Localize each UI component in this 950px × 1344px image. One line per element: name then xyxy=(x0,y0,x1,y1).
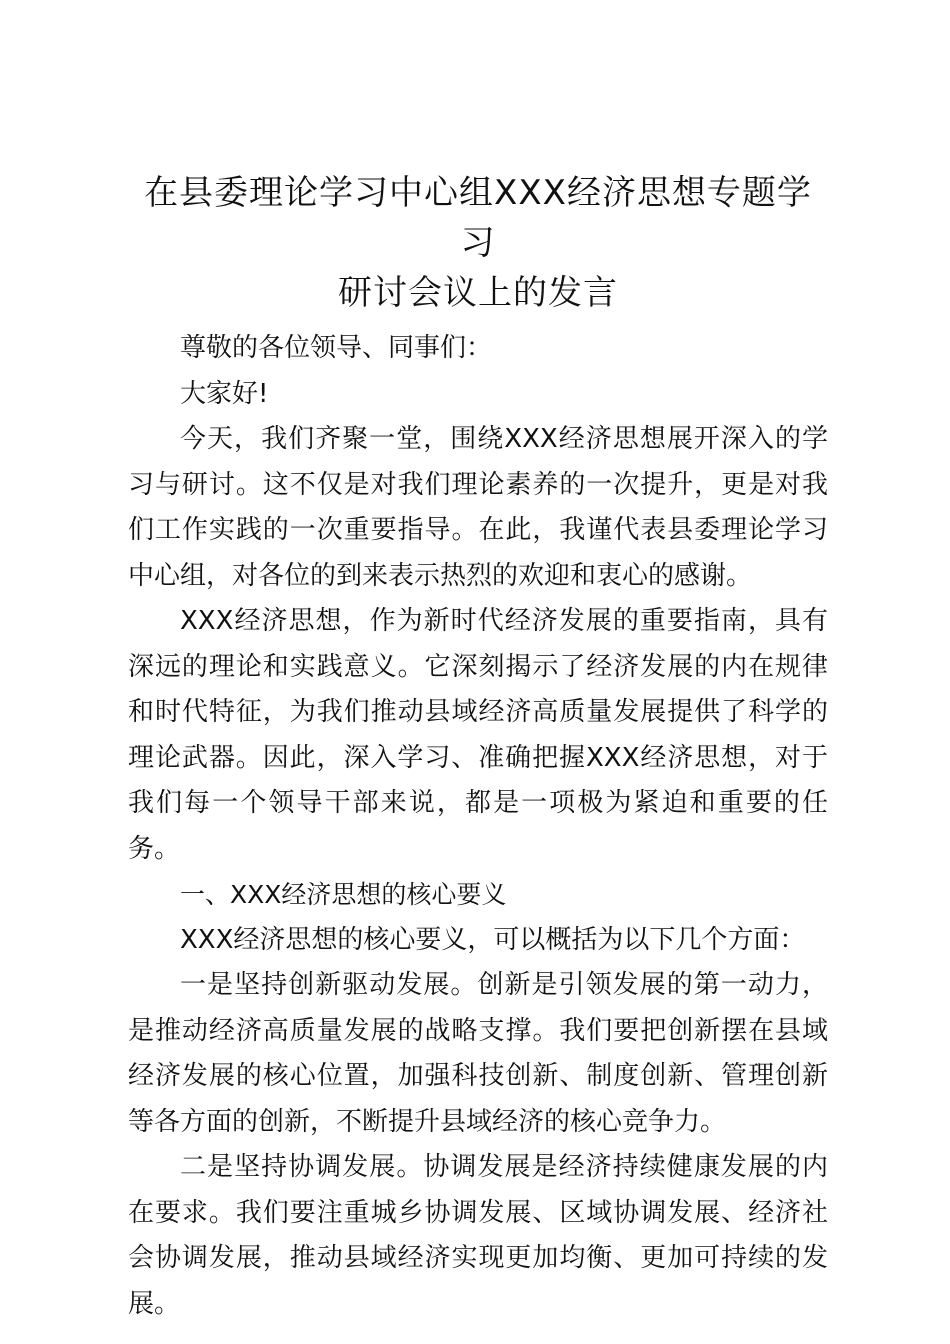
section-point-1: 一是坚持创新驱动发展。创新是引领发展的第一动力，是推动经济高质量发展的战略支撑。我们要把创新摆在县域经济发展的核心位置，加强科技创新、制度创新、管理创新等各方面的创新，不断提升县域经济的核心竞争力。 xyxy=(128,970,828,1137)
greeting: 大家好! xyxy=(180,378,269,409)
document-title xyxy=(128,168,828,318)
salutation: 尊敬的各位领导、同事们： xyxy=(180,333,493,363)
section-point-2: 二是坚持协调发展。协调发展是经济持续健康发展的内在要求。我们要注重城乡协调发展、区域协调发展、经济社会协调发展，推动县域经济实现更加均衡、更加可持续的发展。 xyxy=(128,1152,828,1319)
intro-paragraph-2: XXX经济思想，作为新时代经济发展的重要指南，具有深远的理论和实践意义。它深刻揭示了经济发展的内在规律和时代特征，为我们推动县域经济高质量发展提供了科学的理论武器。因此，深入学习、准确把握XXX经济思想，对于我们每一个领导干部来说，都是一项极为紧迫和重要的任务。 xyxy=(128,606,828,864)
section-heading: 一、XXX经济思想的核心要义 xyxy=(180,880,507,909)
title-line-2: 研讨会议上的发言 xyxy=(338,273,618,313)
title-line-1: 在县委理论学习中心组XXX经济思想专题学习 xyxy=(144,173,812,263)
document-body xyxy=(128,326,828,1327)
document-page xyxy=(128,168,828,1327)
intro-paragraph-1: 今天，我们齐聚一堂，围绕XXX经济思想展开深入的学习与研讨。这不仅是对我们理论素养的一次提升，更是对我们工作实践的一次重要指导。在此，我谨代表县委理论学习中心组，对各位的到来表示热烈的欢迎和衷心的感谢。 xyxy=(128,424,828,591)
section-intro: XXX经济思想的核心要义，可以概括为以下几个方面： xyxy=(180,924,806,955)
